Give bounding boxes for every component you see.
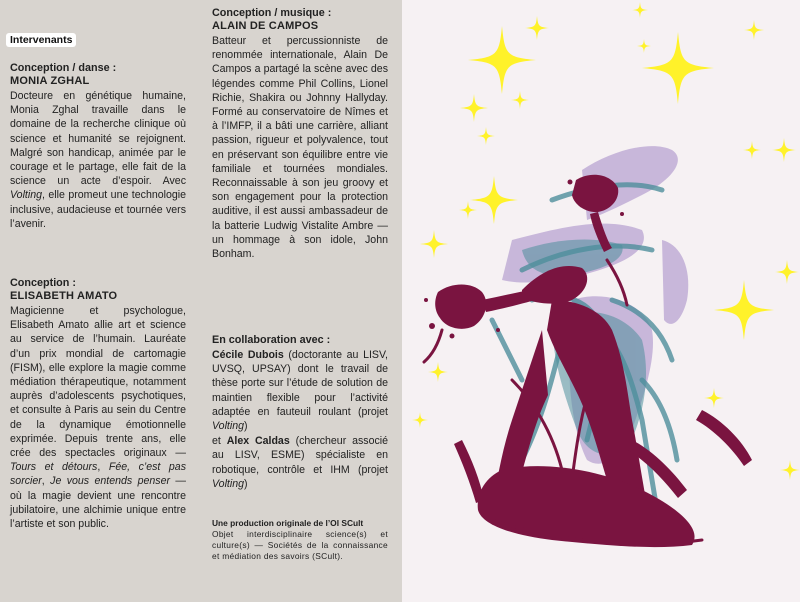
alain-bio: Batteur et percussionniste de renommée internationale, Alain De Campos a partagé la scène avec des légendes comme Phil Collins, Lionel Richie, Shakira ou Johnny Hallyday. Formé au conservatoire de Nîmes et à l’IMFP, il a bâti une carrière, alliant passion, rigueur et polyvalence, tout en préservant son équilibre entre vie familiale et tournées mondiales. Reconnaissable à son jeu groovy et son engagement pour la protection auditive, il est aussi ambassadeur de la batterie Ludwig Vistalite Ambre — un hommage à son idole, John Bonham. [212,35,388,261]
monia-bio-italic: Volting [10,189,42,202]
illustration [402,0,800,602]
star-icon [637,39,651,53]
alex-project: Volting [212,477,244,490]
alex-text [212,434,388,491]
elisabeth-name: ELISABETH AMATO [10,290,118,302]
monia-bio [10,89,186,231]
production-block [212,518,388,562]
star-icon [642,32,714,104]
collab-block [212,334,388,491]
elisabeth-bio-text: Magicienne et psychologue, Elisabeth Amato allie art et science au service de l’humain. Lauréate d’un prix mondial de cartomagie (FISM), elle explore la magie comme médiation thérapeutique, notamment auprès d’adolescents psychotiques, et consulte à Paris au sein du Centre de la dynamique émotionnelle exprimée. Depuis trente ans, elle crée des spectacles originaux — [10,305,186,460]
alex-name: Alex Caldas [226,435,290,448]
elisabeth-bio-italic-3: Je vous entends penser [50,475,170,488]
cecile-name: Cécile Dubois [212,349,284,361]
elisabeth-bio-italic-1: Tours et détours [10,461,98,474]
star-icon [775,260,799,284]
monia-block [10,62,186,231]
star-icon [632,2,648,18]
star-icon [744,20,764,40]
star-icon [468,26,536,94]
cecile-desc: (doctorante au LISV, UVSQ, UPSAY) dont le travail de thèse porte sur l’étude de solution de maintien flexible pour l’activité adaptée en fauteuil roulant (projet [212,349,389,418]
section-label: Intervenants [6,33,76,47]
star-icon [704,388,724,408]
production-text: Objet interdisciplinaire science(s) et culture(s) — Sociétés de la connaissance et médiation des savoirs (SCult). [212,529,388,561]
alex-desc: (chercheur associé au LISV, ESME) spécialiste en robotique, contrôle et IHM (projet [212,435,389,476]
star-icon [772,138,796,162]
cecile-text [212,348,388,433]
elisabeth-bio-italic-2: Fée, c’est pas sorcier [10,461,186,488]
star-icon [470,176,518,224]
star-icon [525,16,549,40]
star-icon [412,412,428,428]
alain-role: Conception / musique : [212,7,332,19]
elisabeth-bio-sep-2: , [41,475,51,488]
star-icon [511,91,529,109]
star-icon [743,141,761,159]
alex-end: ) [244,477,248,490]
star-icon [459,201,477,219]
star-icon [420,230,448,258]
cecile-end: ) [244,420,248,433]
star-icon [460,94,488,122]
star-icon [714,280,774,340]
monia-bio-end: , elle promeut une technologie inclusive, audacieuse et tournée vers l’avenir. [10,189,186,230]
alain-block [212,7,388,261]
elisabeth-bio [10,304,186,531]
star-icon [780,460,800,480]
elisabeth-role: Conception : [10,277,76,289]
elisabeth-bio-end: — où la magie devient une rencontre jubilatoire, une alchimie unique entre l’artiste et son public. [10,475,186,531]
cecile-project: Volting [212,420,244,433]
monia-bio-text: Docteure en génétique humaine, Monia Zghal travaille dans le domaine de la recherche clinique où science et humanité se rejoignent. Malgré son handicap, animée par le courage et le partage, elle fait de la science un acte d’espoir. Avec [10,90,186,188]
collab-et: et [212,435,227,448]
elisabeth-bio-sep-1: , [97,461,109,474]
monia-role: Conception / danse : [10,62,117,74]
elisabeth-block [10,277,186,531]
star-icon [477,127,495,145]
alain-name: ALAIN DE CAMPOS [212,20,319,32]
collab-heading: En collaboration avec : [212,334,331,346]
monia-name: MONIA ZGHAL [10,75,90,87]
production-title: Une production originale de l’OI SCult [212,518,364,528]
star-icon [428,362,448,382]
